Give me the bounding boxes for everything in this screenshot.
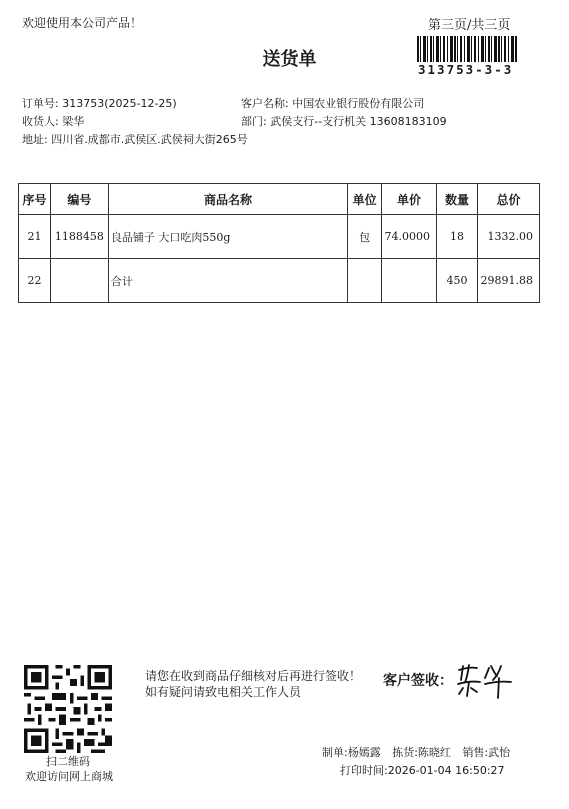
items-table [18, 183, 540, 303]
qr-caption: 欢迎访问网上商城 [25, 770, 113, 783]
cell-seq: 22 [19, 259, 51, 303]
header-unit: 单位 [348, 184, 382, 215]
table-row-summary [19, 259, 540, 303]
cell-code: 1188458 [50, 215, 108, 259]
cell-total: 1332.00 [477, 215, 539, 259]
cell-product-name: 良品铺子 大口吃肉550g [108, 215, 347, 259]
department-value: 武侯支行--支行机关 13608183109 [270, 115, 447, 128]
signature-image [455, 662, 515, 700]
customer-label: 客户名称: [241, 97, 289, 110]
cell-seq: 21 [19, 215, 51, 259]
order-number [22, 95, 177, 111]
customer-name [241, 95, 424, 111]
header-price: 单价 [382, 184, 437, 215]
staff-info [322, 744, 518, 760]
header-seq: 序号 [19, 184, 51, 215]
receiver-value: 梁华 [62, 115, 85, 128]
document-title: 送货单 [262, 49, 317, 70]
address [22, 131, 248, 147]
notice-text: 请您在收到商品仔细核对后再进行签收！如有疑问请致电相关工作人员 [145, 669, 362, 699]
qr-label: 扫二维码 [46, 755, 90, 768]
header-code: 编号 [50, 184, 108, 215]
table-header-row [19, 184, 540, 215]
cell-price: 74.0000 [382, 215, 437, 259]
sales: 销售:武怡 [462, 746, 511, 759]
cell-code [50, 259, 108, 303]
order-number-label: 订单号: [22, 97, 59, 110]
address-label: 地址: [22, 133, 48, 146]
order-number-value: 313753(2025-12-25) [62, 97, 177, 110]
address-value: 四川省.成都市.武侯区.武侯祠大街265号 [51, 133, 248, 146]
qr-code-icon [24, 665, 112, 753]
header-qty: 数量 [437, 184, 478, 215]
receiver-label: 收货人: [22, 115, 59, 128]
cell-total-qty: 450 [437, 259, 478, 303]
print-time: 打印时间:2026-01-04 16:50:27 [340, 764, 505, 777]
department [241, 113, 447, 129]
sign-label: 客户签收： [383, 673, 453, 689]
header-product-name: 商品名称 [108, 184, 347, 215]
customer-value: 中国农业银行股份有限公司 [292, 97, 425, 110]
page-info: 第三页/共三页 [428, 18, 511, 33]
cell-price [382, 259, 437, 303]
receiver [22, 113, 84, 129]
department-label: 部门: [241, 115, 267, 128]
welcome-text: 欢迎使用本公司产品！ [22, 16, 143, 30]
maker: 制单:杨嫣露 [322, 746, 381, 759]
picker: 拣货:陈晓红 [392, 746, 451, 759]
cell-qty: 18 [437, 215, 478, 259]
header-total: 总价 [477, 184, 539, 215]
barcode-number: 313753-3-3 [418, 62, 514, 77]
cell-unit [348, 259, 382, 303]
cell-grand-total: 29891.88 [477, 259, 539, 303]
cell-summary-label: 合计 [108, 259, 347, 303]
table-row [19, 215, 540, 259]
cell-unit: 包 [348, 215, 382, 259]
